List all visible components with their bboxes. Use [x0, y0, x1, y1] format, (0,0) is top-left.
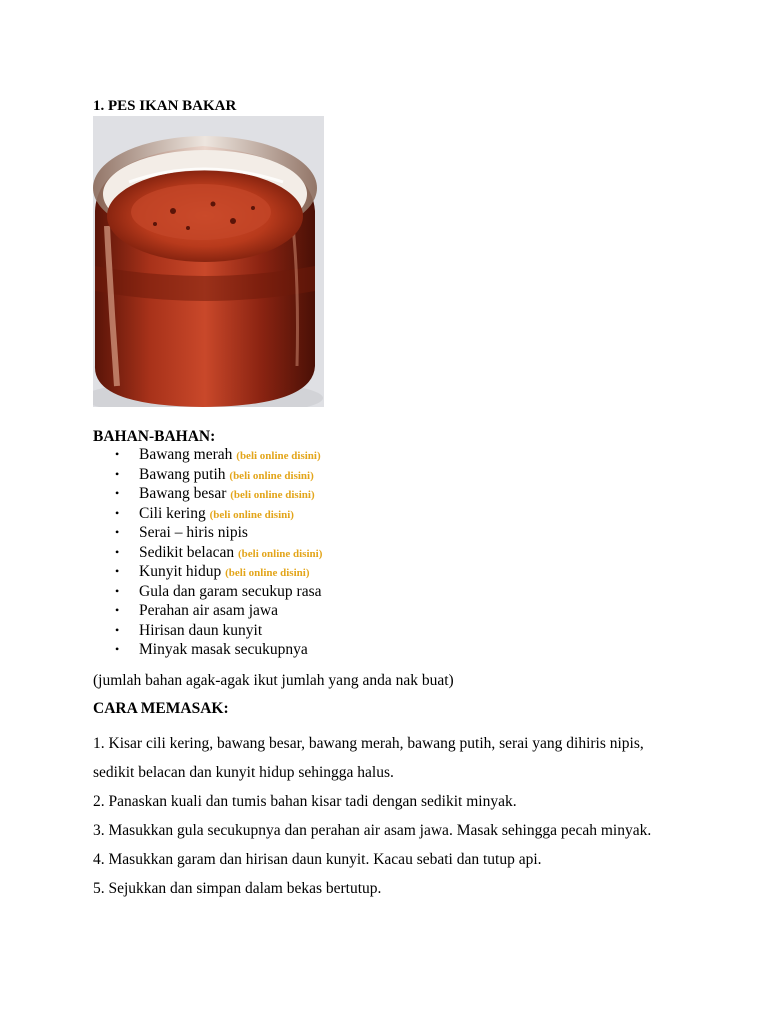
- cooking-step: 1. Kisar cili kering, bawang besar, bawang merah, bawang putih, serai yang dihiris nipis, sedikit belacan dan kunyit hidup sehingga halus.: [93, 735, 644, 781]
- buy-online-link[interactable]: (beli online disini): [209, 508, 294, 521]
- ingredient-item: [93, 621, 322, 641]
- ingredient-name: Perahan air asam jawa: [139, 602, 279, 619]
- bullet-icon: •: [115, 486, 120, 500]
- ingredient-name: Bawang merah: [139, 446, 233, 463]
- cooking-step: 4. Masukkan garam dan hirisan daun kunyit. Kacau sebati dan tutup api.: [93, 851, 542, 868]
- buy-online-link[interactable]: (beli online disini): [225, 567, 310, 579]
- ingredient-item: [93, 484, 322, 504]
- ingredient-name: Bawang besar: [139, 485, 227, 502]
- ingredient-item: [93, 504, 322, 524]
- buy-online-link[interactable]: (beli online disini): [236, 450, 321, 462]
- bullet-icon: •: [115, 466, 120, 481]
- cooking-steps: [93, 729, 693, 903]
- ingredient-name: Sedikit belacan: [139, 543, 235, 561]
- chili-paste-jar-photo: [93, 116, 324, 407]
- bullet-icon: •: [115, 583, 120, 598]
- cooking-step: 5. Sejukkan dan simpan dalam bekas bertutup.: [93, 880, 382, 897]
- ingredient-item: [93, 562, 322, 582]
- bullet-icon: •: [115, 564, 120, 578]
- ingredients-heading: BAHAN-BAHAN:: [93, 428, 216, 445]
- ingredient-list: [93, 445, 322, 660]
- recipe-title: 1. PES IKAN BAKAR: [93, 98, 237, 114]
- bullet-icon: •: [115, 622, 120, 637]
- ingredient-name: Kunyit hidup: [139, 563, 222, 580]
- ingredient-name: Hirisan daun kunyit: [139, 621, 263, 639]
- ingredient-item: [93, 445, 322, 465]
- ingredient-name: Gula dan garam secukup rasa: [139, 582, 322, 600]
- ingredient-name: Cili kering: [139, 504, 206, 522]
- ingredient-name: Bawang putih: [139, 465, 226, 483]
- ingredient-item: [93, 582, 322, 602]
- ingredient-name: Serai – hiris nipis: [139, 524, 248, 541]
- buy-online-link[interactable]: (beli online disini): [229, 469, 314, 482]
- bullet-icon: •: [115, 505, 120, 520]
- ingredient-item: [93, 601, 322, 621]
- ingredient-item: [93, 543, 322, 563]
- bullet-icon: •: [115, 642, 120, 656]
- buy-online-link[interactable]: (beli online disini): [238, 547, 323, 560]
- cooking-step: 2. Panaskan kuali dan tumis bahan kisar tadi dengan sedikit minyak.: [93, 793, 517, 810]
- ingredient-item: [93, 465, 322, 485]
- ingredient-item: [93, 640, 322, 660]
- bullet-icon: •: [115, 603, 120, 617]
- ingredient-name: Minyak masak secukupnya: [139, 641, 308, 658]
- ingredient-item: [93, 523, 322, 543]
- bullet-icon: •: [115, 544, 120, 559]
- quantity-note: (jumlah bahan agak-agak ikut jumlah yang anda nak buat): [93, 672, 454, 689]
- cooking-heading: CARA MEMASAK:: [93, 700, 229, 717]
- buy-online-link[interactable]: (beli online disini): [230, 489, 315, 501]
- cooking-step: 3. Masukkan gula secukupnya dan perahan air asam jawa. Masak sehingga pecah minyak.: [93, 822, 652, 839]
- bullet-icon: •: [115, 447, 120, 461]
- bullet-icon: •: [115, 525, 120, 539]
